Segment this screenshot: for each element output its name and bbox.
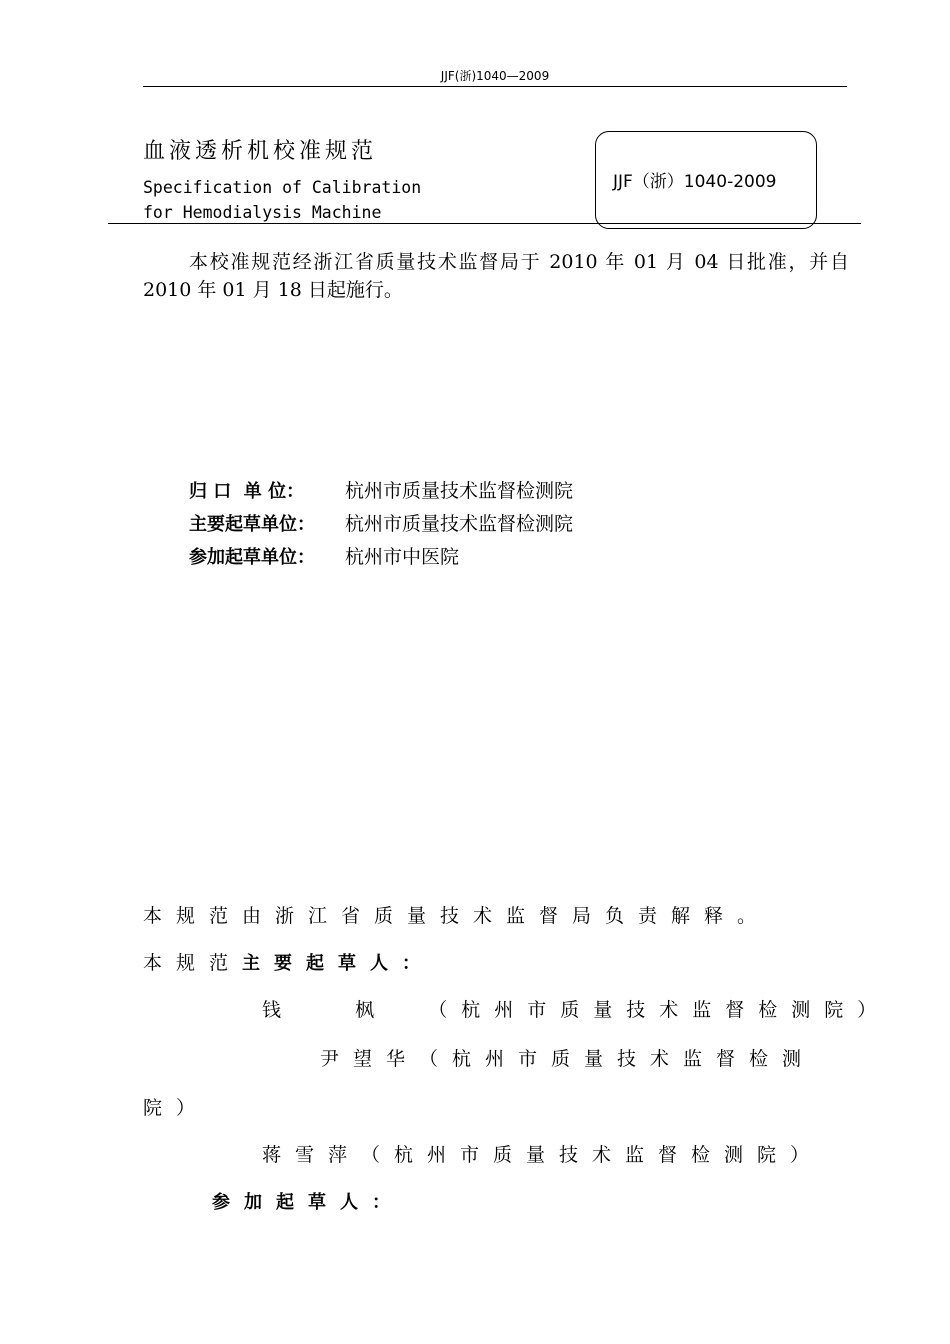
main-drafters-heading-bold: 主要起草人： bbox=[242, 953, 435, 974]
drafter-org: （杭州市质量技术监督检测院） bbox=[428, 999, 891, 1021]
unit-label: 参加起草单位： bbox=[189, 547, 315, 568]
title-english-line-2: for Hemodialysis Machine bbox=[143, 203, 382, 222]
drafter-row-3 bbox=[262, 1140, 823, 1167]
unit-row-participating bbox=[189, 542, 459, 569]
drafter-name: 钱 枫 bbox=[262, 999, 389, 1021]
title-rule bbox=[108, 223, 861, 224]
unit-value: 杭州市中医院 bbox=[345, 546, 460, 568]
participating-drafters-heading: 参加起草人： bbox=[212, 1192, 404, 1213]
interpretation-statement: 本规范由浙江省质量技术监督局负责解释。 bbox=[143, 905, 771, 927]
drafter-org: （杭州市质量技术监督检测 bbox=[419, 1048, 816, 1070]
drafter-row-1 bbox=[262, 995, 890, 1022]
document-title-english bbox=[143, 175, 421, 225]
drafter-name: 蒋雪萍 bbox=[262, 1144, 362, 1166]
title-english-line-1: Specification of Calibration bbox=[143, 178, 422, 197]
document-code: JJF（浙）1040-2009 bbox=[613, 172, 777, 192]
main-drafters-heading bbox=[143, 948, 434, 975]
unit-value: 杭州市质量技术监督检测院 bbox=[345, 513, 574, 535]
document-title-chinese: 血液透析机校准规范 bbox=[143, 139, 378, 164]
unit-label: 归 口 单 位： bbox=[189, 481, 305, 502]
unit-label: 主要起草单位： bbox=[189, 514, 315, 535]
unit-row-responsible bbox=[189, 476, 573, 503]
running-header-code: JJF(浙)1040—2009 bbox=[440, 69, 550, 83]
approval-paragraph: 本校准规范经浙江省质量技术监督局于 2010 年 01 月 04 日批准，并自 2010 年 01 月 18 日起施行。 bbox=[143, 251, 849, 301]
drafter-row-2 bbox=[320, 1044, 815, 1071]
drafter-row-2-wrap: 院） bbox=[143, 1097, 210, 1119]
drafter-org: （杭州市质量技术监督检测院） bbox=[361, 1144, 824, 1166]
unit-row-main-drafting bbox=[189, 509, 573, 536]
drafter-name: 尹望华 bbox=[320, 1048, 420, 1070]
unit-value: 杭州市质量技术监督检测院 bbox=[345, 480, 574, 502]
header-rule bbox=[143, 86, 847, 87]
main-drafters-heading-plain: 本规范 bbox=[143, 952, 243, 974]
